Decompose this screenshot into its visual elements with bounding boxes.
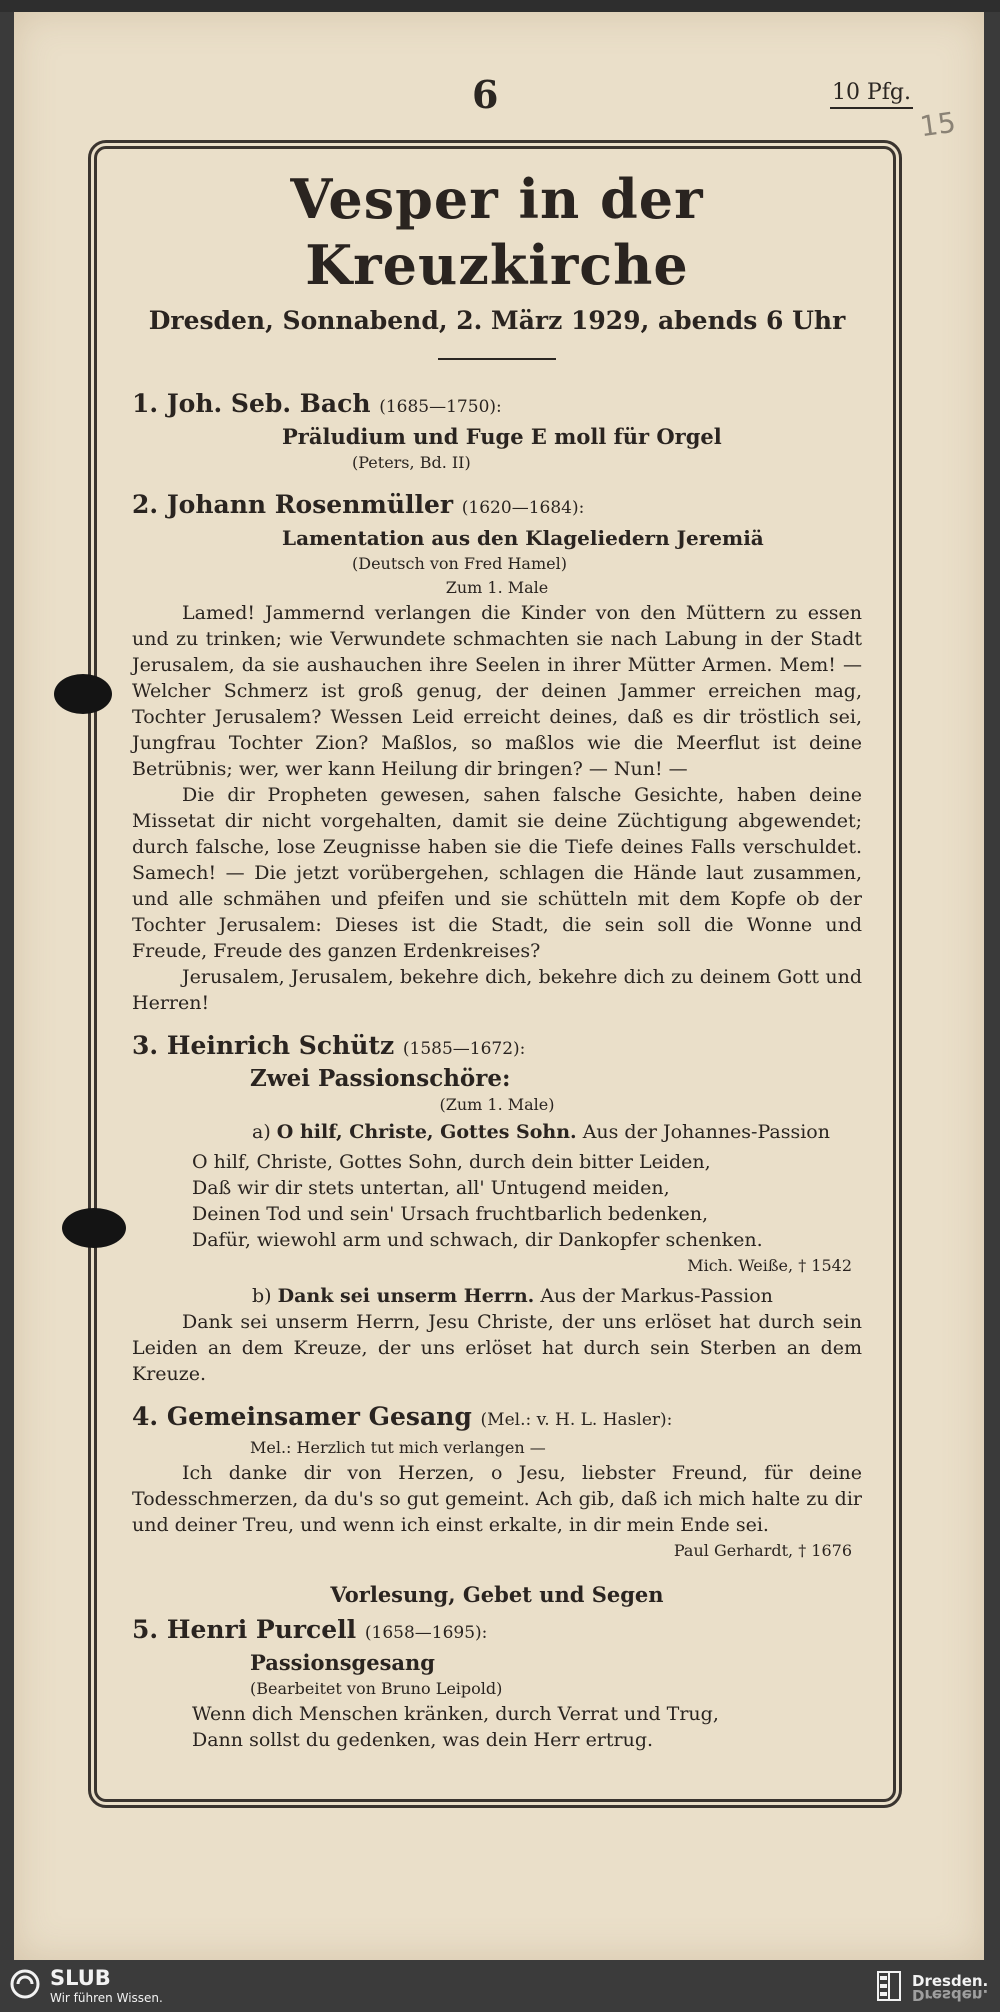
slub-brand: SLUB — [50, 1966, 111, 1990]
lyrics-paragraph: Lamed! Jammernd verlangen die Kinder von den Müttern zu essen und zu trinken; wie Verwundete schmachten sie nach Labung in der Stadt Jerusalem, da sie aushauchen ihre Seelen in ihrer Mütter Armen. Mem! — Welcher Schmerz ist groß genug, der deinen Jammer erreichen mag, Tochter Jerusalem? Wessen Leid erreicht deines, daß es dir tröstlich sei, Jungfrau Tochter Zion? Maßlos, so maßlos wie die Meerflut ist deine Betrübnis; wer, wer kann Heilung dir bringen? — Nun! — — [132, 602, 862, 780]
liturgy-section-heading: Vorlesung, Gebet und Segen — [330, 1582, 664, 1607]
composer-name: Gemeinsamer Gesang — [166, 1402, 472, 1431]
first-performance-note: Zum 1. Male — [445, 578, 549, 597]
item-number: 3. — [132, 1031, 159, 1060]
slub-logo-icon — [10, 1969, 40, 1999]
scan-top-edge — [0, 0, 1000, 12]
program-item-3 — [132, 1030, 862, 1387]
lyrics-paragraph: Die dir Propheten gewesen, sahen falsche Gesichte, haben deine Missetat dir nicht vorgehalten, damit sie deine Züchtigung abgewendet; durch falsche, lose Zeugnisse haben sie die Tiefe deines Falls verschuldet. Samech! — Die jetzt vorübergehen, schlagen die Hände laut zusammen, und alle schmähen und pfeifen und sie schütteln mit dem Kopfe ob der Tochter Jerusalem: Dieses ist die Stadt, die sein soll die Wonne und Freude, Freude des ganzen Erdenkreises? — [132, 784, 862, 962]
verse-line: O hilf, Christe, Gottes Sohn, durch dein bitter Leiden, — [192, 1151, 711, 1173]
translation-credit: (Deutsch von Fred Hamel) — [352, 554, 567, 573]
composer-dates: (1685—1750): — [379, 397, 502, 417]
item-number: 2. — [132, 490, 159, 519]
dresden-coat-of-arms-icon — [876, 1970, 902, 2002]
price-label: 10 Pfg. — [830, 80, 913, 109]
part-b-source: Aus der Markus-Passion — [540, 1285, 773, 1307]
verse-line: Daß wir dir stets untertan, all' Untugend meiden, — [192, 1177, 670, 1199]
verse-line: Wenn dich Menschen kränken, durch Verrat und Trug, — [192, 1703, 719, 1725]
composer-dates: (1585—1672): — [402, 1039, 526, 1059]
item-number: 1. — [132, 389, 159, 418]
work-title: Präludium und Fuge E moll für Orgel — [282, 424, 722, 449]
verse-author: Mich. Weiße, † 1542 — [687, 1256, 852, 1275]
slub-tagline: Wir führen Wissen. — [50, 1991, 163, 2005]
melody-note: Mel.: Herzlich tut mich verlangen — — [250, 1438, 546, 1457]
part-a-heading: a) O hilf, Christe, Gottes Sohn. Aus der Johannes-Passion — [252, 1121, 830, 1143]
composer-dates: (Mel.: v. H. L. Hasler): — [480, 1410, 673, 1430]
part-b-heading: b) Dank sei unserm Herrn. Aus der Markus-Passion — [252, 1285, 773, 1307]
dresden-wordmark-reflection: Dresden. — [912, 1986, 989, 2004]
hymn-author: Paul Gerhardt, † 1676 — [673, 1541, 852, 1560]
composer-name: Heinrich Schütz — [166, 1031, 395, 1060]
composer-name: Joh. Seb. Bach — [166, 389, 371, 418]
footer-bar — [0, 1960, 1000, 2012]
program-content — [132, 160, 862, 1753]
verse-line: Dafür, wiewohl arm und schwach, dir Dankopfer schenken. — [192, 1229, 763, 1251]
verse-block — [132, 1149, 862, 1253]
punch-hole-top — [54, 674, 112, 714]
arrangement-credit: (Bearbeitet von Bruno Leipold) — [250, 1679, 503, 1698]
part-a-source: Aus der Johannes-Passion — [582, 1121, 830, 1143]
composer-dates: (1620—1684): — [461, 498, 585, 518]
work-title: Passionsgesang — [250, 1650, 435, 1675]
program-item-1 — [132, 388, 862, 475]
lyrics-paragraph: Dank sei unserm Herrn, Jesu Christe, der uns erlöset hat durch sein Leiden an dem Kreuze, der uns erlöset hat durch sein Sterben an dem Kreuze. — [132, 1311, 862, 1385]
hymn-text: Ich danke dir von Herzen, o Jesu, liebster Freund, für deine Todesschmerzen, da du's so gut gemeint. Ach gib, daß ich mich halte zu dir und deiner Treu, und wenn ich einst erkalte, in dir mein Ende sei. — [132, 1462, 862, 1536]
part-a-title: O hilf, Christe, Gottes Sohn. — [276, 1121, 577, 1143]
event-date-line: Dresden, Sonnabend, 2. März 1929, abends 6 Uhr — [148, 306, 846, 335]
work-source: (Peters, Bd. II) — [352, 453, 471, 472]
punch-hole-bottom — [62, 1208, 126, 1248]
item-number: 5. — [132, 1615, 159, 1644]
page-title: Vesper in der Kreuzkirche — [290, 167, 704, 297]
page-number: 6 — [472, 72, 499, 117]
title-divider — [438, 358, 556, 360]
item-number: 4. — [132, 1402, 159, 1431]
dresden-wordmark: Dresden. — [912, 1972, 989, 1990]
program-item-2 — [132, 489, 862, 1016]
program-item-5 — [132, 1614, 862, 1753]
program-item-4 — [132, 1401, 862, 1564]
work-title: Zwei Passionschöre: — [250, 1065, 511, 1092]
part-b-title: Dank sei unserm Herrn. — [277, 1285, 535, 1307]
lyrics-paragraph: Jerusalem, Jerusalem, bekehre dich, bekehre dich zu deinem Gott und Herren! — [132, 966, 862, 1014]
composer-name: Johann Rosenmüller — [166, 490, 454, 519]
verse-block — [132, 1701, 862, 1753]
verse-line: Deinen Tod und sein' Ursach fruchtbarlich bedenken, — [192, 1203, 709, 1225]
composer-name: Henri Purcell — [166, 1615, 357, 1644]
work-title: Lamentation aus den Klageliedern Jeremiä — [282, 526, 764, 550]
first-performance-note: (Zum 1. Male) — [439, 1095, 555, 1114]
verse-line: Dann sollst du gedenken, was dein Herr ertrug. — [192, 1729, 654, 1751]
pencil-annotation: 15 — [917, 105, 958, 144]
composer-dates: (1658—1695): — [364, 1623, 488, 1643]
